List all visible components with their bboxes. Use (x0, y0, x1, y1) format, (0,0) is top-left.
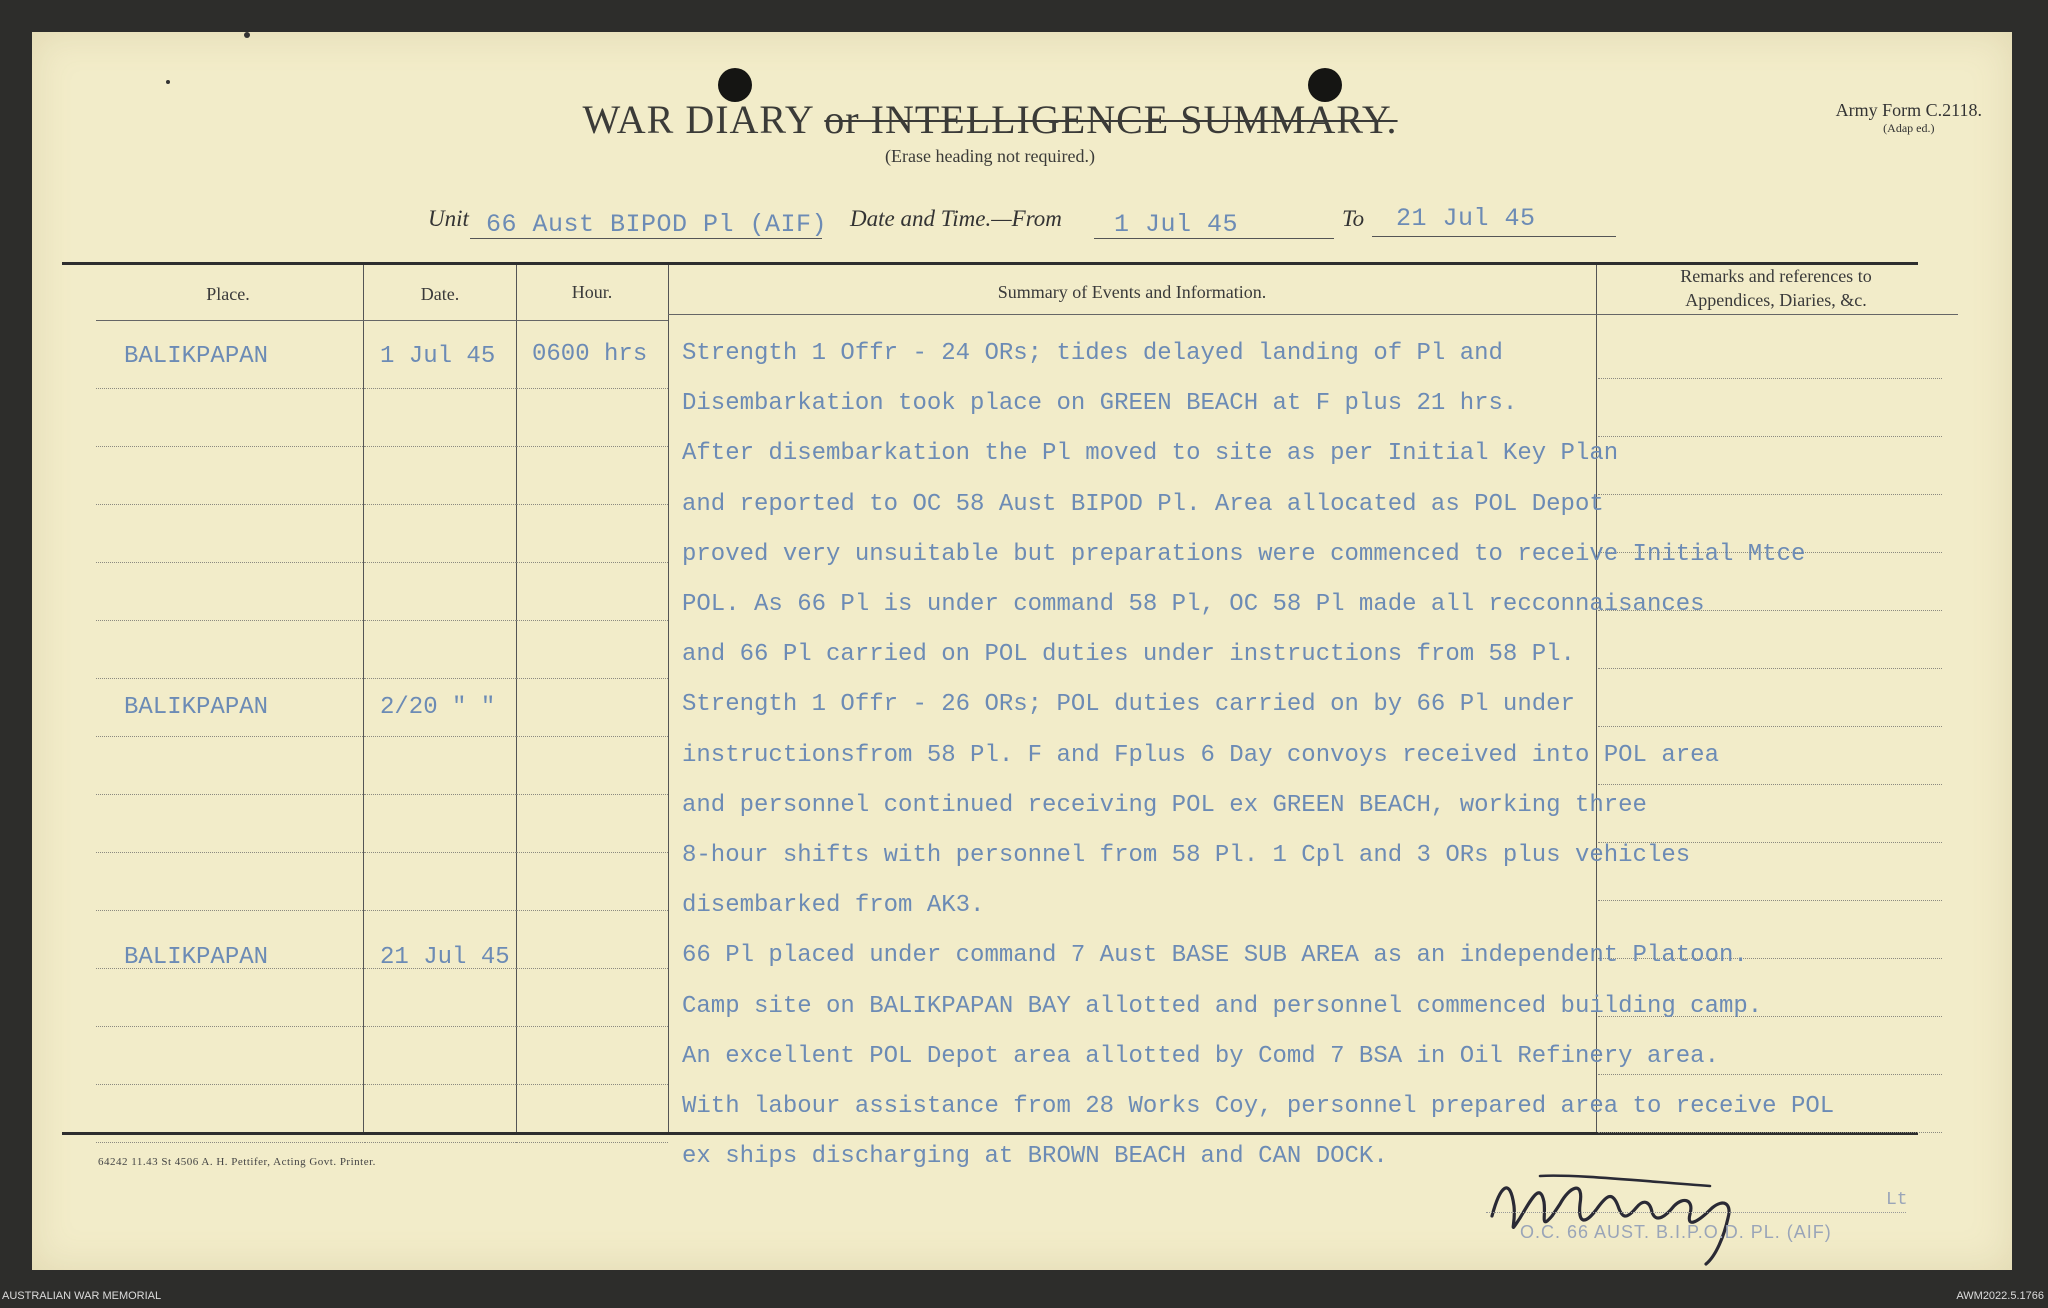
column-header-date: Date. (420, 284, 460, 304)
ruled-line (364, 504, 516, 505)
column-header-place: Place. (206, 284, 250, 304)
ruled-line (1598, 1132, 1942, 1133)
struck-heading: or INTELLIGENCE SUMMARY. (824, 97, 1398, 142)
unit-stamp: O.C. 66 AUST. B.I.P.O.D. PL. (AIF) (1520, 1222, 1832, 1242)
column-header-hour: Hour. (571, 282, 613, 302)
header-rule (668, 314, 1958, 315)
ruled-line (516, 388, 668, 389)
summary-line: Disembarkation took place on GREEN BEACH at F plus 21 hrs. (682, 390, 1518, 418)
ruled-line (516, 736, 668, 737)
entry-place: BALIKPAPAN (124, 343, 269, 370)
paper-speck (244, 32, 250, 38)
entry-hour: 0600 hrs (532, 341, 648, 368)
rank-label: Lt (1886, 1190, 1908, 1210)
ruled-line (96, 910, 363, 911)
ruled-line (516, 794, 668, 795)
summary-line: instructionsfrom 58 Pl. F and Fplus 6 Day convoys received into POL area (682, 741, 1719, 769)
ruled-line (96, 446, 363, 447)
ruled-line (364, 620, 516, 621)
summary-line: and personnel continued receiving POL ex GREEN BEACH, working three (682, 791, 1647, 819)
handwritten-signature (1480, 1146, 1800, 1271)
column-header-remarks: Remarks and references to Appendices, Diaries, &c. (1680, 266, 1872, 310)
from-underline (1094, 238, 1334, 239)
entry-place: BALIKPAPAN (124, 694, 269, 721)
to-value: 21 Jul 45 (1396, 204, 1536, 233)
ruled-line (364, 562, 516, 563)
column-divider (363, 265, 364, 1132)
unit-label: Unit (428, 206, 469, 231)
column-divider (668, 265, 669, 1132)
summary-line: Camp site on BALIKPAPAN BAY allotted and personnel commenced building camp. (682, 992, 1763, 1020)
ruled-line (96, 620, 363, 621)
ruled-line (364, 794, 516, 795)
ruled-line (1598, 784, 1942, 785)
ruled-line (516, 446, 668, 447)
archive-credit: AUSTRALIAN WAR MEMORIAL (2, 1290, 162, 1302)
ruled-line (364, 1142, 516, 1143)
ruled-line (516, 1084, 668, 1085)
ruled-line (96, 736, 363, 737)
ruled-line (1598, 900, 1942, 901)
ruled-line (516, 968, 668, 969)
ruled-line (1598, 726, 1942, 727)
ruled-line (96, 794, 363, 795)
ruled-line (516, 1026, 668, 1027)
ruled-line (96, 1026, 363, 1027)
ruled-line (516, 910, 668, 911)
ruled-line (1598, 378, 1942, 379)
unit-value: 66 Aust BIPOD Pl (AIF) (486, 210, 828, 239)
ruled-line (1598, 668, 1942, 669)
to-label: To (1342, 206, 1365, 231)
ruled-line (364, 388, 516, 389)
entry-place: BALIKPAPAN (124, 944, 269, 971)
header-rule (96, 320, 668, 321)
date-from-label: Date and Time.—From (850, 206, 1062, 231)
ruled-line (516, 504, 668, 505)
erase-note: (Erase heading not required.) (885, 146, 1095, 166)
ruled-line (96, 388, 363, 389)
signature-line (1486, 1212, 1906, 1213)
ruled-line (1598, 436, 1942, 437)
ruled-line (96, 562, 363, 563)
ruled-line (96, 1084, 363, 1085)
ruled-line (364, 1084, 516, 1085)
summary-line: Strength 1 Offr - 26 ORs; POL duties carried on by 66 Pl under (682, 691, 1575, 719)
ruled-line (364, 736, 516, 737)
ruled-line (516, 678, 668, 679)
printer-imprint: 64242 11.43 St 4506 A. H. Pettifer, Acting Govt. Printer. (98, 1156, 376, 1168)
ruled-line (96, 852, 363, 853)
entry-date: 21 Jul 45 (380, 944, 510, 971)
ruled-line (364, 1026, 516, 1027)
ruled-line (364, 446, 516, 447)
entry-date: 1 Jul 45 (380, 343, 496, 370)
ruled-line (96, 1142, 363, 1143)
ruled-line (364, 678, 516, 679)
to-underline (1372, 236, 1616, 237)
ruled-line (516, 562, 668, 563)
column-header-summary: Summary of Events and Information. (997, 282, 1267, 302)
ruled-line (1598, 1074, 1942, 1075)
ruled-line (516, 1142, 668, 1143)
ruled-line (516, 620, 668, 621)
summary-line: An excellent POL Depot area allotted by Comd 7 BSA in Oil Refinery area. (682, 1042, 1719, 1070)
ruled-line (96, 678, 363, 679)
from-value: 1 Jul 45 (1114, 210, 1239, 239)
summary-line: With labour assistance from 28 Works Coy, personnel prepared area to receive POL (682, 1093, 1835, 1120)
summary-line: ex ships discharging at BROWN BEACH and CAN DOCK. (682, 1143, 1388, 1171)
unit-underline (470, 238, 822, 239)
summary-line: 8-hour shifts with personnel from 58 Pl. 1 Cpl and 3 ORs plus vehicles (682, 842, 1691, 869)
archive-reference: AWM2022.5.1766 (1956, 1290, 2044, 1302)
summary-line: disembarked from AK3. (682, 892, 985, 920)
paper-speck (166, 80, 170, 84)
ruled-line (1598, 494, 1942, 495)
summary-line: and 66 Pl carried on POL duties under instructions from 58 Pl. (682, 641, 1575, 669)
army-form-number: Army Form C.2118. (Adap ed.) (1835, 100, 1982, 135)
ruled-line (516, 852, 668, 853)
page-title: WAR DIARY or INTELLIGENCE SUMMARY. (582, 97, 1398, 142)
summary-line: After disembarkation the Pl moved to site as per Initial Key Plan (682, 440, 1619, 468)
summary-line: and reported to OC 58 Aust BIPOD Pl. Area allocated as POL Depot (682, 490, 1604, 518)
column-divider (516, 265, 517, 1132)
summary-line: proved very unsuitable but preparations were commenced to receive Initial Mtce (682, 540, 1806, 568)
ruled-line (96, 504, 363, 505)
ruled-line (364, 852, 516, 853)
entry-date: 2/20 " " (380, 694, 496, 721)
ruled-line (364, 910, 516, 911)
summary-line: Strength 1 Offr - 24 ORs; tides delayed landing of Pl and (682, 340, 1503, 367)
summary-line: 66 Pl placed under command 7 Aust BASE SUB AREA as an independent Platoon. (682, 942, 1748, 970)
summary-line: POL. As 66 Pl is under command 58 Pl, OC 58 Pl made all recconnaisances (682, 591, 1705, 618)
